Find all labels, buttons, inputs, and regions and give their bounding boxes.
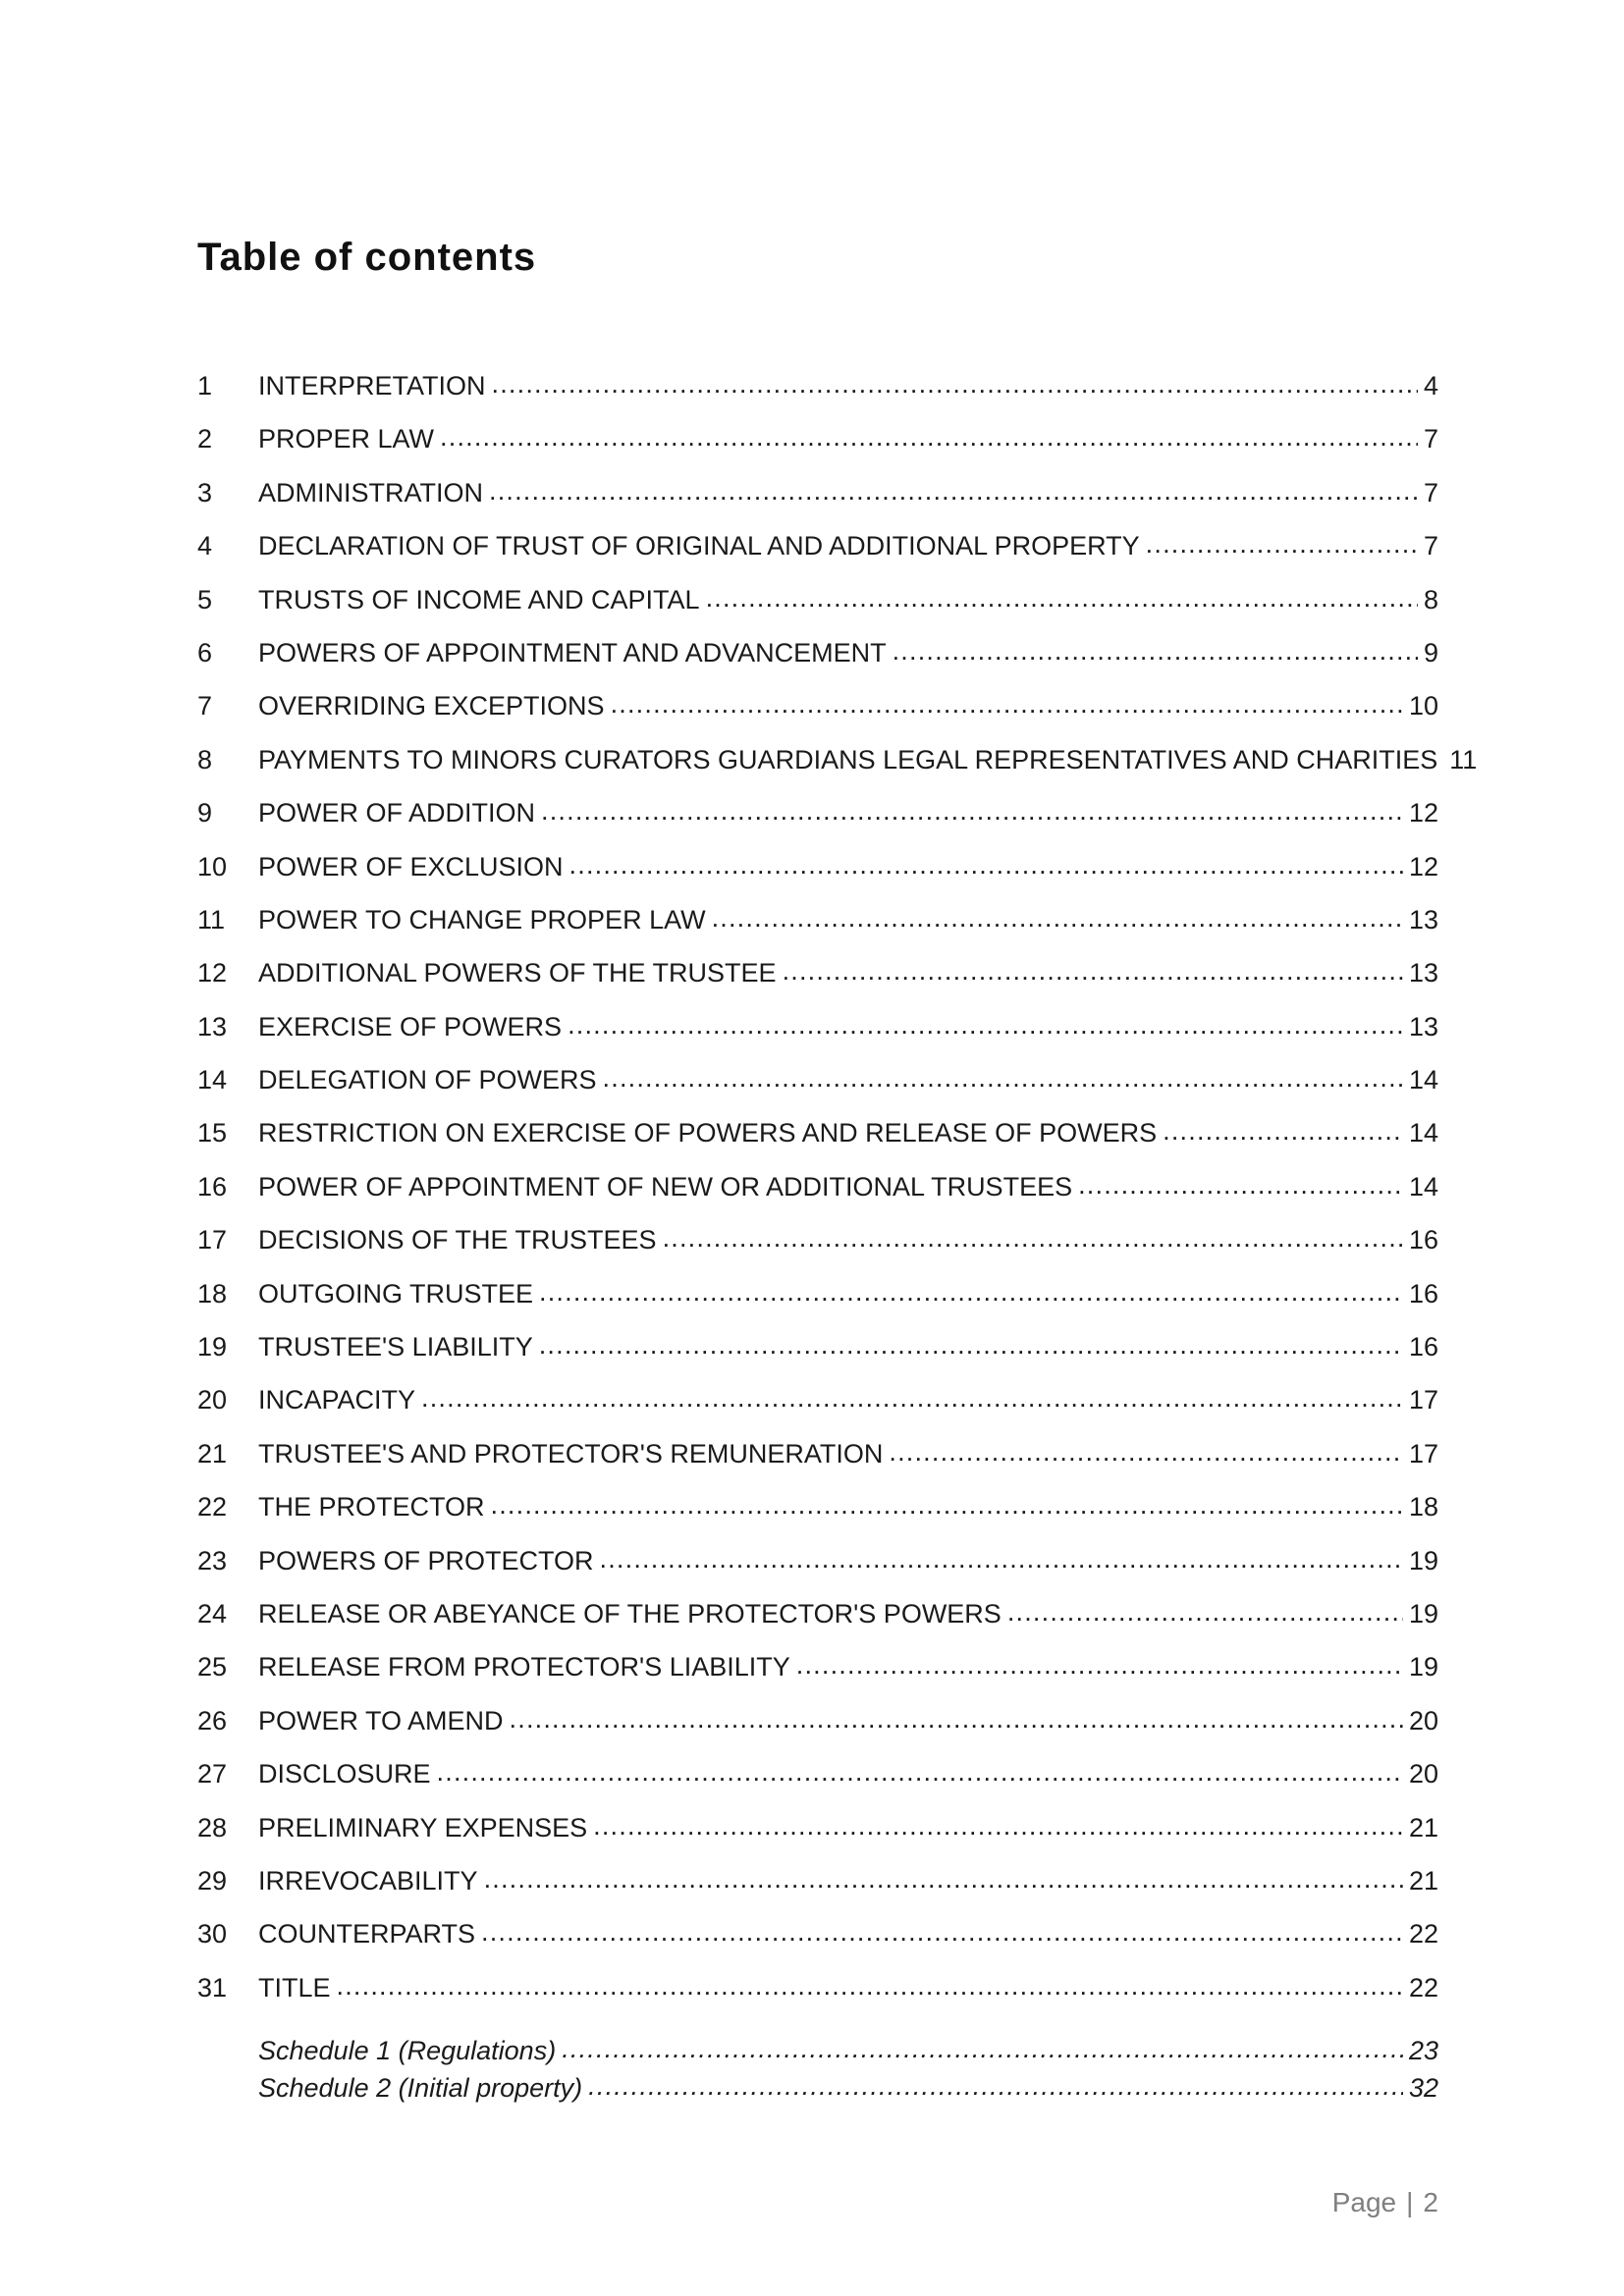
toc-entry-page: 10 <box>1408 691 1438 721</box>
toc-entry-number: 16 <box>197 1171 228 1201</box>
toc-entry-number: 7 <box>197 691 213 721</box>
toc-entry-number: 14 <box>197 1065 228 1095</box>
toc-entry[interactable] <box>197 798 1438 851</box>
toc-entry-number: 19 <box>197 1332 228 1362</box>
toc-entry-page: 21 <box>1408 1812 1438 1842</box>
toc-entry-title: INTERPRETATION <box>258 371 486 400</box>
toc-dot-leader <box>1007 1597 1403 1628</box>
toc-entry-title: DECISIONS OF THE TRUSTEES <box>258 1225 657 1255</box>
toc-entry-title: POWER TO CHANGE PROPER LAW <box>258 904 706 934</box>
toc-entry[interactable] <box>197 852 1438 905</box>
toc-entry-number: 17 <box>197 1225 228 1255</box>
toc-entry-title: POWER TO AMEND <box>258 1705 504 1735</box>
toc-entry[interactable] <box>197 1172 1438 1225</box>
toc-entry-title: POWER OF APPOINTMENT OF NEW OR ADDITIONAL TRUSTEES <box>258 1171 1073 1201</box>
toc-entry[interactable] <box>197 638 1438 691</box>
toc-entry-title: TRUSTEE'S LIABILITY <box>258 1332 533 1362</box>
toc-entry[interactable] <box>197 1919 1438 1972</box>
toc-entry-number: 20 <box>197 1385 228 1415</box>
toc-entry-number: 4 <box>197 531 213 561</box>
toc-entry-number: 2 <box>197 424 213 454</box>
schedule-entry[interactable] <box>197 2073 1438 2110</box>
toc-entry[interactable] <box>197 424 1438 477</box>
toc-entry-page: 14 <box>1408 1171 1438 1201</box>
toc-entry-title: POWER OF ADDITION <box>258 798 536 828</box>
toc-entry-page: 22 <box>1408 1972 1438 2002</box>
toc-entry-number: 11 <box>197 904 226 934</box>
toc-entry-title: RESTRICTION ON EXERCISE OF POWERS AND RELEASE OF POWERS <box>258 1118 1158 1148</box>
toc-entry-number: 9 <box>197 798 213 828</box>
toc-entry-page: 11 <box>1449 744 1478 774</box>
toc-entry-number: 3 <box>197 477 213 507</box>
toc-entry-number: 21 <box>197 1438 228 1468</box>
toc-entry-page: 8 <box>1423 584 1438 614</box>
toc-entry[interactable] <box>197 478 1438 531</box>
toc-entry[interactable] <box>197 1546 1438 1599</box>
toc-entry-page: 16 <box>1408 1332 1438 1362</box>
toc-entry[interactable] <box>197 1973 1438 2026</box>
toc-entry[interactable] <box>197 1706 1438 1759</box>
toc-entry-number: 25 <box>197 1652 228 1682</box>
schedule-entry-page: 32 <box>1408 2073 1438 2103</box>
toc-entry-page: 16 <box>1408 1225 1438 1255</box>
page-footer-separator: | <box>1406 2187 1414 2217</box>
toc-list <box>197 371 1478 2026</box>
toc-dot-leader <box>1163 1116 1403 1147</box>
toc-entry[interactable] <box>197 1118 1438 1171</box>
toc-dot-leader <box>539 1330 1403 1361</box>
toc-dot-leader <box>489 476 1418 507</box>
toc-entry-number: 15 <box>197 1118 228 1148</box>
toc-entry[interactable] <box>197 531 1438 584</box>
toc-entry-page: 12 <box>1408 851 1438 881</box>
toc-entry-title: PROPER LAW <box>258 424 435 454</box>
toc-entry[interactable] <box>197 1332 1438 1385</box>
toc-dot-leader <box>603 1063 1403 1094</box>
toc-entry-page: 14 <box>1408 1118 1438 1148</box>
toc-entry-title: ADDITIONAL POWERS OF THE TRUSTEE <box>258 958 777 988</box>
toc-entry-page: 13 <box>1408 958 1438 988</box>
toc-entry-title: TRUSTEE'S AND PROTECTOR'S REMUNERATION <box>258 1438 884 1468</box>
toc-entry-title: COUNTERPARTS <box>258 1919 476 1949</box>
toc-entry-page: 9 <box>1423 637 1438 667</box>
toc-entry-number: 8 <box>197 744 213 774</box>
toc-entry-number: 27 <box>197 1759 228 1789</box>
toc-dot-leader <box>600 1544 1403 1575</box>
toc-dot-leader <box>796 1650 1403 1681</box>
toc-entry-page: 20 <box>1408 1705 1438 1735</box>
toc-dot-leader <box>562 2034 1403 2064</box>
toc-dot-leader <box>1078 1170 1403 1201</box>
toc-dot-leader <box>440 422 1418 453</box>
toc-entry-number: 1 <box>197 371 213 400</box>
toc-entry[interactable] <box>197 1652 1438 1705</box>
toc-entry-title: PRELIMINARY EXPENSES <box>258 1812 588 1842</box>
schedule-entry-page: 23 <box>1408 2036 1438 2065</box>
toc-entry-title: POWERS OF PROTECTOR <box>258 1545 594 1575</box>
schedule-entry-title: Schedule 2 (Initial property) <box>258 2073 583 2103</box>
toc-entry-title: THE PROTECTOR <box>258 1492 485 1522</box>
toc-dot-leader <box>484 1864 1403 1895</box>
toc-entry-title: RELEASE FROM PROTECTOR'S LIABILITY <box>258 1652 790 1682</box>
toc-entry-title: DELEGATION OF POWERS <box>258 1065 597 1095</box>
toc-entry-number: 24 <box>197 1598 228 1629</box>
toc-entry[interactable] <box>197 744 1478 798</box>
toc-entry-number: 30 <box>197 1919 228 1949</box>
toc-entry-page: 19 <box>1408 1545 1438 1575</box>
toc-dot-leader <box>491 1490 1403 1521</box>
toc-entry[interactable] <box>197 1225 1438 1278</box>
toc-entry-number: 13 <box>197 1011 228 1041</box>
toc-entry[interactable] <box>197 1492 1438 1545</box>
toc-heading: Table of contents <box>197 236 537 279</box>
toc-dot-leader <box>1146 529 1418 560</box>
toc-entry-title: RELEASE OR ABEYANCE OF THE PROTECTOR'S POWERS <box>258 1598 1001 1629</box>
toc-entry-page: 13 <box>1408 1011 1438 1041</box>
schedule-entry-title: Schedule 1 (Regulations) <box>258 2036 557 2065</box>
toc-entry-page: 19 <box>1408 1598 1438 1629</box>
toc-dot-leader <box>569 850 1403 881</box>
schedule-entry[interactable] <box>197 2036 1438 2073</box>
toc-entry-page: 18 <box>1408 1492 1438 1522</box>
toc-dot-leader <box>437 1757 1403 1788</box>
toc-entry-number: 22 <box>197 1492 228 1522</box>
toc-entry[interactable] <box>197 691 1438 744</box>
toc-entry-page: 7 <box>1423 531 1438 561</box>
toc-entry-number: 5 <box>197 584 213 614</box>
toc-entry[interactable] <box>197 1385 1438 1438</box>
toc-entry-page: 14 <box>1408 1065 1438 1095</box>
toc-entry-number: 23 <box>197 1545 228 1575</box>
toc-entry-title: EXERCISE OF POWERS <box>258 1011 563 1041</box>
toc-entry-title: IRREVOCABILITY <box>258 1865 478 1896</box>
toc-entry-title: ADMINISTRATION <box>258 477 483 507</box>
page-footer <box>1332 2187 1438 2218</box>
toc-entry[interactable] <box>197 1866 1438 1919</box>
toc-entry-number: 18 <box>197 1278 228 1308</box>
toc-entry-page: 12 <box>1408 798 1438 828</box>
toc-dot-leader <box>421 1383 1403 1414</box>
toc-dot-leader <box>541 796 1403 827</box>
toc-entry-number: 29 <box>197 1865 228 1896</box>
toc-entry[interactable] <box>197 958 1438 1011</box>
toc-entry-number: 10 <box>197 851 228 881</box>
toc-dot-leader <box>337 1971 1403 2002</box>
page-footer-label: Page <box>1331 2187 1397 2217</box>
toc-entry-title: DECLARATION OF TRUST OF ORIGINAL AND ADDITIONAL PROPERTY <box>258 531 1140 561</box>
toc-entry-page: 17 <box>1408 1438 1438 1468</box>
toc-entry-number: 31 <box>197 1972 228 2002</box>
toc-entry-page: 19 <box>1408 1652 1438 1682</box>
toc-entry-title: DISCLOSURE <box>258 1759 431 1789</box>
toc-entry[interactable] <box>197 371 1438 424</box>
toc-entry-number: 28 <box>197 1812 228 1842</box>
toc-entry-number: 6 <box>197 637 213 667</box>
toc-entry-page: 4 <box>1423 371 1438 400</box>
toc-dot-leader <box>706 583 1418 614</box>
page-number: 2 <box>1423 2187 1438 2217</box>
toc-entry-title: INCAPACITY <box>258 1385 416 1415</box>
toc-entry-title: POWERS OF APPOINTMENT AND ADVANCEMENT <box>258 637 887 667</box>
toc-entry-number: 26 <box>197 1705 228 1735</box>
toc-entry-page: 13 <box>1408 904 1438 934</box>
toc-entry-title: TRUSTS OF INCOME AND CAPITAL <box>258 584 700 614</box>
toc-entry[interactable] <box>197 1065 1438 1118</box>
toc-entry[interactable] <box>197 1813 1438 1866</box>
toc-dot-leader <box>539 1277 1403 1308</box>
toc-entry-title: OVERRIDING EXCEPTIONS <box>258 691 605 721</box>
toc-entry-number: 12 <box>197 958 228 988</box>
toc-entry-title: OUTGOING TRUSTEE <box>258 1278 534 1308</box>
toc-entry-page: 22 <box>1408 1919 1438 1949</box>
toc-entry[interactable] <box>197 1759 1438 1812</box>
toc-dot-leader <box>510 1704 1403 1735</box>
toc-dot-leader <box>663 1223 1403 1254</box>
toc-dot-leader <box>568 1010 1403 1041</box>
toc-dot-leader <box>889 1437 1403 1468</box>
toc-entry[interactable] <box>197 585 1438 638</box>
toc-entry-page: 7 <box>1423 424 1438 454</box>
toc-entry[interactable] <box>197 1012 1438 1065</box>
toc-entry-title: TITLE <box>258 1972 331 2002</box>
toc-dot-leader <box>481 1917 1403 1948</box>
toc-entry-title: POWER OF EXCLUSION <box>258 851 564 881</box>
toc-entry-page: 16 <box>1408 1278 1438 1308</box>
toc-entry-page: 21 <box>1408 1865 1438 1896</box>
toc-dot-leader <box>783 956 1403 987</box>
toc-dot-leader <box>492 369 1418 400</box>
toc-entry-page: 17 <box>1408 1385 1438 1415</box>
toc-entry[interactable] <box>197 1599 1438 1652</box>
toc-entry[interactable] <box>197 1439 1438 1492</box>
toc-dot-leader <box>593 1811 1403 1842</box>
toc-entry-page: 20 <box>1408 1759 1438 1789</box>
toc-dot-leader <box>611 689 1403 720</box>
toc-entry[interactable] <box>197 1279 1438 1332</box>
toc-entry-page: 7 <box>1423 477 1438 507</box>
schedule-list <box>197 2036 1438 2110</box>
toc-entry[interactable] <box>197 905 1438 958</box>
toc-dot-leader <box>893 636 1418 667</box>
toc-dot-leader <box>712 903 1403 934</box>
toc-dot-leader <box>588 2071 1403 2102</box>
toc-entry-title: PAYMENTS TO MINORS CURATORS GUARDIANS LEGAL REPRESENTATIVES AND CHARITIES <box>258 744 1438 774</box>
